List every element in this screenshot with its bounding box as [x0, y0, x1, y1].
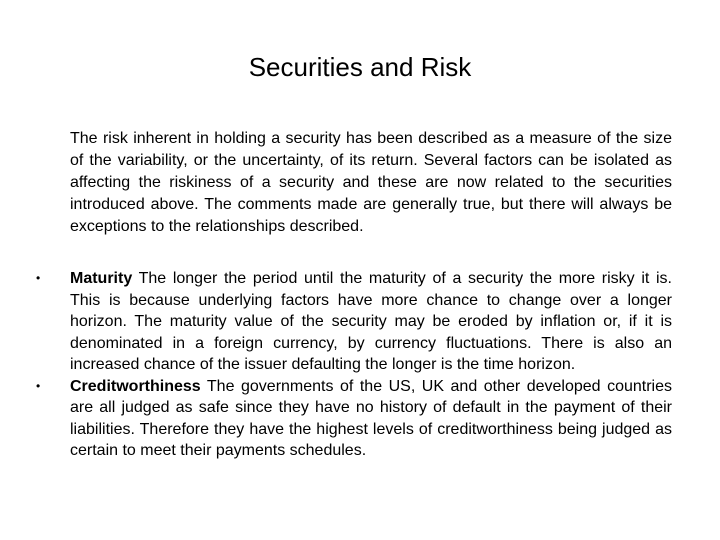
- bullet-item-creditworthiness: [0, 376, 672, 462]
- intro-paragraph: The risk inherent in holding a security has been described as a measure of the size of the variability, or the uncertainty, of its return. Several factors can be isolated as affecting the riskiness of a security and these are now related to the securities introduced above. The comments made are generally true, but there will always be exceptions to the relationships described.: [70, 130, 672, 235]
- bullet-list: [0, 268, 720, 462]
- bullet-text: The longer the period until the maturity of a security the more risky it is. This is because underlying factors have more chance to change over a longer horizon. The maturity value of the security may be eroded by inflation or, if it is denominated in a foreign currency, by currency fluctuations. There is also an increased chance of the issuer defaulting the longer is the time horizon.: [70, 270, 672, 373]
- bullet-term: Maturity: [70, 270, 133, 287]
- bullet-marker: •: [36, 271, 41, 285]
- bullet-term: Creditworthiness: [70, 377, 201, 395]
- bullet-text: The governments of the US, UK and other developed countries are all judged as safe since they have no history of default in the payment of their liabilities. Therefore they have the highest levels of creditworthiness being judged as certain to meet their payments schedules.: [70, 377, 672, 459]
- slide-title: Securities and Risk: [248, 52, 472, 82]
- bullet-item-maturity: [0, 268, 672, 376]
- bullet-marker: •: [36, 378, 41, 393]
